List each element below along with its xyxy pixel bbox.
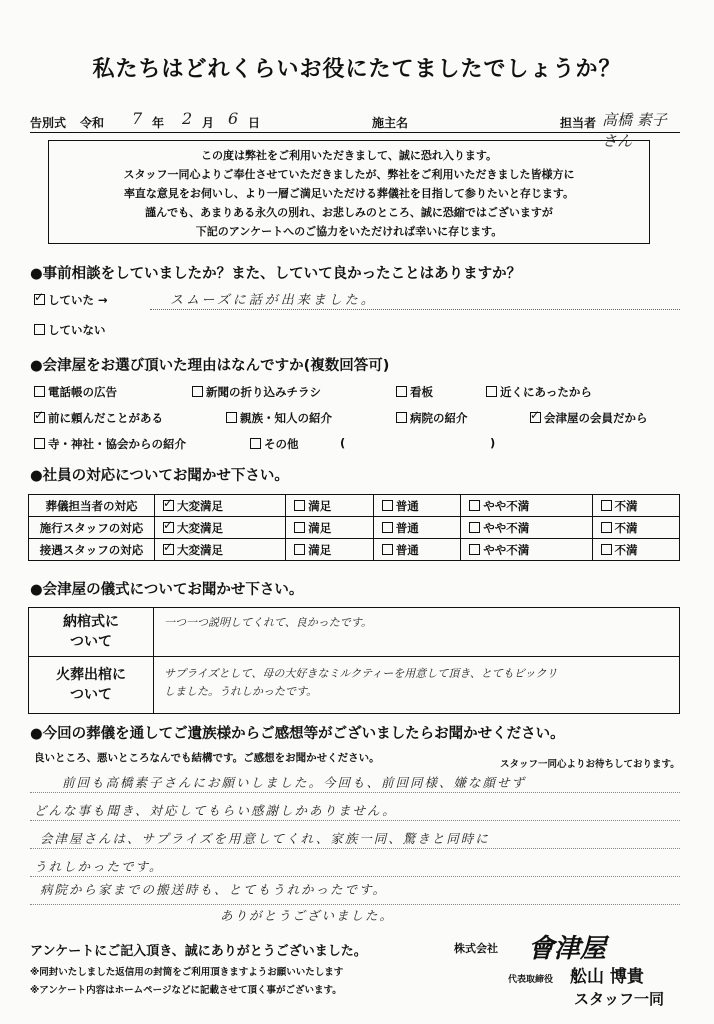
checkbox[interactable] (469, 544, 480, 555)
q1-did-option[interactable] (34, 292, 108, 308)
checkbox[interactable] (294, 500, 305, 511)
staff-signoff: スタッフ一同 (574, 990, 665, 1008)
checkbox[interactable] (382, 522, 393, 533)
rating-cell[interactable] (373, 517, 461, 539)
rep-name: 舩山 博貴 (570, 967, 644, 987)
staff-label: 担当者 (560, 116, 597, 130)
rating-label: やや不満 (483, 542, 530, 557)
ceremony-table (28, 607, 680, 714)
q2-option-label: 寺・神社・協会からの紹介 (48, 437, 186, 451)
feedback-text[interactable]: 前回も高橋素子さんにお願いしました。今回も、前回同様、嫌な顔せず (62, 775, 527, 790)
q2-option-label: 前に頼んだことがある (48, 411, 163, 425)
checkbox[interactable] (469, 500, 480, 511)
rating-label: 大変満足 (177, 520, 223, 535)
q2-option-label: 会津屋の会員だから (544, 411, 648, 425)
year-value[interactable]: 7 (132, 109, 143, 128)
ceremony-row-label (29, 608, 154, 657)
rating-cell[interactable] (286, 495, 374, 517)
checkbox-checked[interactable] (163, 544, 174, 555)
table-row (29, 539, 680, 561)
rating-label: 満足 (308, 542, 332, 557)
q4-question: ●会津屋の儀式についてお聞かせ下さい。 (30, 582, 304, 598)
checkbox[interactable] (250, 438, 261, 449)
checkbox-checked[interactable] (530, 412, 541, 423)
table-row (29, 517, 680, 539)
q5-question: ●今回の葬儀を通してご遺族様からご感想等がございましたらお聞かせください。 (30, 726, 565, 742)
ceremony-row-label (29, 657, 154, 714)
rating-cell[interactable] (155, 495, 286, 517)
checkbox[interactable] (382, 544, 393, 555)
checkbox[interactable] (396, 412, 407, 423)
rating-cell[interactable] (592, 517, 680, 539)
table-row (29, 608, 680, 657)
intro-line: この度は弊社をご利用いただきまして、誠に恐れ入ります。 (201, 149, 497, 162)
q2-option-label: 近くにあったから (500, 385, 592, 399)
table-row (29, 495, 680, 517)
q2-option-label: 電話帳の広告 (48, 385, 117, 399)
footer-note: ※同封いたしました返信用の封筒をご利用頂きますようお願いいたします (30, 967, 344, 978)
checkbox[interactable] (34, 386, 45, 397)
q1-did-not-option[interactable] (34, 322, 106, 338)
company-type: 株式会社 (454, 942, 498, 955)
q2-option[interactable] (250, 436, 299, 452)
era-label: 令和 (80, 116, 105, 130)
rating-cell[interactable] (461, 517, 592, 539)
rating-label: 不満 (614, 520, 638, 535)
intro-line: 下記のアンケートへのご協力をいただければ幸いに存じます。 (195, 225, 503, 238)
rep-title: 代表取締役 (508, 975, 554, 985)
checkbox[interactable] (294, 522, 305, 533)
rating-cell[interactable] (155, 517, 286, 539)
rating-label: 普通 (395, 498, 419, 513)
rating-label: 不満 (614, 542, 638, 557)
rating-label: 普通 (395, 520, 419, 535)
row-label-line: 火葬出棺に (56, 667, 126, 683)
feedback-text[interactable]: 病院から家までの搬送時も、とてもうれかったです。 (40, 882, 388, 897)
footer-thanks: アンケートにご記入頂き、誠にありがとうございました。 (30, 944, 367, 959)
feedback-text[interactable]: どんな事も聞き、対応してもらい感謝しかありません。 (34, 803, 397, 818)
q2-option[interactable] (396, 384, 433, 400)
q5-subtext-right: スタッフ一同心よりお待ちしております。 (500, 759, 680, 770)
q2-question: ●会津屋をお選び頂いた理由はなんですか(複数回答可) (30, 358, 390, 374)
checkbox[interactable] (382, 500, 393, 511)
feedback-line (30, 848, 680, 849)
row-label: 施行スタッフの対応 (29, 517, 155, 539)
checkbox[interactable] (294, 544, 305, 555)
year-unit: 年 (152, 116, 165, 130)
q1-answer[interactable]: スムーズに話が出来ました。 (170, 293, 377, 308)
answer-line: サプライズとして、母の大好きなミルクティーを用意して頂き、とてもビックリ (164, 667, 558, 680)
paren-close: ) (490, 436, 496, 450)
month-unit: 月 (202, 116, 215, 130)
q2-option-label: 看板 (410, 385, 433, 399)
checkbox[interactable] (226, 412, 237, 423)
ceremony-answer[interactable] (154, 657, 680, 714)
checkbox-checked[interactable] (34, 294, 45, 305)
checkbox[interactable] (396, 386, 407, 397)
day-unit: 日 (248, 116, 261, 130)
q2-option[interactable] (192, 384, 321, 400)
q2-option-label: 病院の紹介 (410, 411, 468, 425)
q2-option[interactable] (486, 384, 592, 400)
feedback-text[interactable]: ありがとうございました。 (220, 908, 395, 923)
rating-cell[interactable] (592, 495, 680, 517)
rating-label: やや不満 (483, 498, 530, 513)
intro-line: スタッフ一同心よりご奉仕させていただきましたが、弊社をご利用いただきました皆様方に (123, 168, 575, 181)
info-line (30, 109, 680, 150)
rating-cell[interactable] (461, 539, 592, 561)
intro-line: 謹んでも、あまりある永久の別れ、お悲しみのところ、誠に恐縮ではございますが (145, 206, 553, 219)
row-label: 接遇スタッフの対応 (29, 539, 155, 561)
staff-response-table (28, 494, 680, 561)
rating-label: 不満 (614, 498, 638, 513)
ceremony-answer[interactable] (154, 608, 680, 657)
checkbox[interactable] (469, 522, 480, 533)
feedback-line (30, 792, 680, 793)
q1-question: ●事前相談をしていましたか？また、していて良かったことはありますか？ (30, 266, 522, 282)
q2-option[interactable] (226, 410, 332, 426)
month-value[interactable]: 2 (182, 109, 193, 128)
q1-did-not-label: していない (48, 323, 106, 337)
q2-option[interactable] (34, 384, 117, 400)
q2-option[interactable] (396, 410, 468, 426)
rating-label: 普通 (395, 542, 419, 557)
checkbox[interactable] (192, 386, 203, 397)
rating-label: 満足 (308, 520, 332, 535)
rating-label: 大変満足 (177, 542, 223, 557)
feedback-line (30, 904, 680, 905)
q2-option[interactable] (34, 410, 163, 426)
feedback-text[interactable]: 会津屋さんは、サプライズを用意してくれ、家族一同、驚きと同時に (40, 831, 490, 846)
checkbox[interactable] (34, 324, 45, 335)
q2-option-label: 新聞の折り込みチラシ (206, 385, 321, 399)
feedback-line (30, 820, 680, 821)
staff-value[interactable]: 高橋 素子さん (602, 111, 667, 150)
intro-box (48, 140, 650, 244)
q5-subtext-left: 良いところ、悪いところなんでも結構です。ご感想をお聞かせください。 (34, 752, 380, 764)
rating-cell[interactable] (286, 517, 374, 539)
intro-line: 率直な意見をお伺いし、より一層ご満足いただける葬儀社を目指して参りたいと存じます。 (123, 187, 575, 200)
rating-cell[interactable] (592, 539, 680, 561)
row-label-line: ついて (70, 687, 112, 703)
feedback-line (30, 876, 680, 877)
q1-did-label: していた → (48, 293, 108, 307)
rating-label: 満足 (308, 498, 332, 513)
footer-note: ※アンケート内容はホームページなどに記載させて頂く事がございます。 (30, 985, 342, 996)
company-logo: 會津屋 (528, 934, 607, 964)
paren-open: ( (340, 436, 346, 450)
checkbox[interactable] (601, 544, 612, 555)
rating-cell[interactable] (461, 495, 592, 517)
table-row (29, 657, 680, 714)
row-label-line: 納棺式に (63, 614, 119, 630)
row-label: 葬儀担当者の対応 (29, 495, 155, 517)
rating-cell[interactable] (373, 495, 461, 517)
page-title: 私たちはどれくらいお役にたてましたでしょうか？ (92, 57, 622, 82)
answer-line: しました。うれしかったです。 (164, 685, 318, 698)
checkbox[interactable] (601, 500, 612, 511)
chief-mourner-label: 施主名 (372, 116, 409, 130)
row-label-line: ついて (70, 634, 112, 650)
checkbox[interactable] (34, 438, 45, 449)
q2-option-label: 親族・知人の紹介 (240, 411, 332, 425)
rating-cell[interactable] (373, 539, 461, 561)
rating-cell[interactable] (155, 539, 286, 561)
q2-option[interactable] (34, 436, 186, 452)
q3-question: ●社員の対応についてお聞かせ下さい。 (30, 468, 289, 484)
q2-option[interactable] (530, 410, 648, 426)
day-value[interactable]: 6 (228, 109, 239, 128)
rating-cell[interactable] (286, 539, 374, 561)
checkbox-checked[interactable] (163, 522, 174, 533)
checkbox[interactable] (601, 522, 612, 533)
checkbox-checked[interactable] (34, 412, 45, 423)
checkbox[interactable] (486, 386, 497, 397)
q1-answer-line (150, 309, 680, 310)
answer-line: 一つ一つ説明してくれて、良かったです。 (164, 616, 372, 629)
checkbox-checked[interactable] (163, 500, 174, 511)
rating-label: 大変満足 (177, 498, 223, 513)
feedback-text[interactable]: うれしかったです。 (34, 859, 164, 874)
q2-option-label: その他 (264, 437, 299, 451)
rating-label: やや不満 (483, 520, 530, 535)
farewell-label: 告別式 (30, 116, 67, 130)
